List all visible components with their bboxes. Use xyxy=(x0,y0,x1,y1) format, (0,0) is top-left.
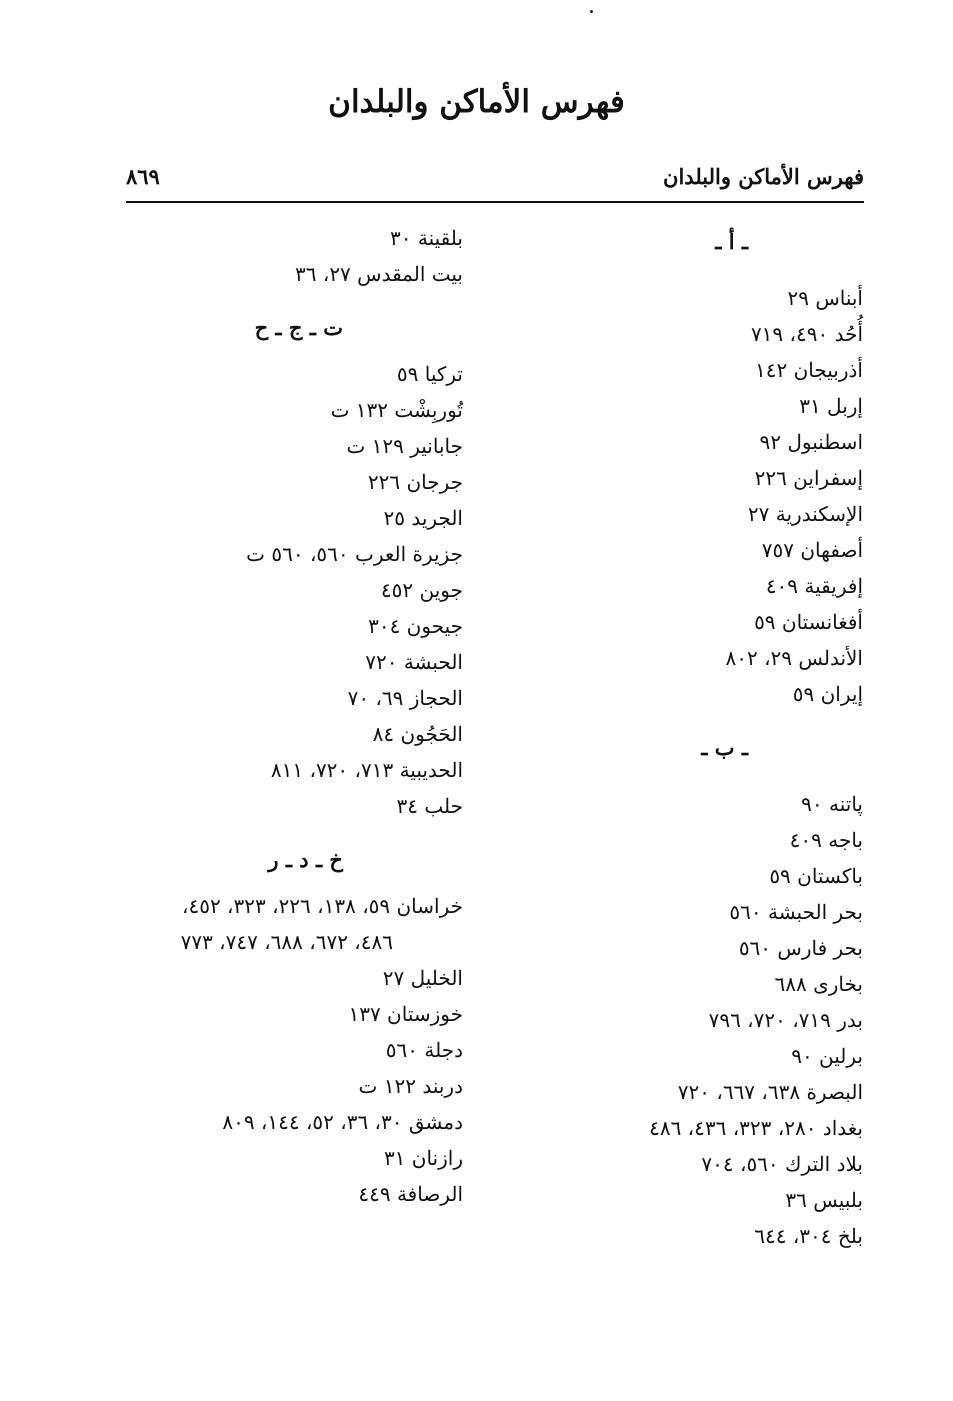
index-entry: دجلة ٥٦٠ xyxy=(385,1038,463,1062)
index-entry: الرصافة ٤٤٩ xyxy=(358,1182,463,1206)
index-entry-continuation: ٤٨٦، ٦٧٢، ٦٨٨، ٧٤٧، ٧٧٣ xyxy=(180,930,393,954)
page-number: ٨٦٩ xyxy=(126,164,160,189)
index-entry: بدر ٧١٩، ٧٢٠، ٧٩٦ xyxy=(708,1008,863,1032)
section-heading-alif: ـ أ ـ xyxy=(715,229,748,254)
index-entry: تُوربِشْت ١٣٢ ت xyxy=(330,398,463,422)
index-column-right xyxy=(563,220,863,1254)
index-entry: أُحُد ٤٩٠، ٧١٩ xyxy=(750,322,863,346)
index-entry: الحجاز ٦٩، ٧٠ xyxy=(347,686,463,710)
running-head xyxy=(126,164,864,198)
index-entry: الجريد ٢٥ xyxy=(383,506,463,530)
index-column-left xyxy=(93,220,463,1212)
index-entry: أبناس ٢٩ xyxy=(787,286,863,310)
index-entry: بلخ ٣٠٤، ٦٤٤ xyxy=(754,1224,863,1248)
index-entry: جوين ٤٥٢ xyxy=(380,578,463,602)
index-entry: أذربيجان ١٤٢ xyxy=(754,358,863,382)
index-entry: بحر الحبشة ٥٦٠ xyxy=(729,900,863,924)
running-head-title: فهرس الأماكن والبلدان xyxy=(663,164,864,189)
index-entry: الحَجُون ٨٤ xyxy=(372,722,463,746)
index-entry: أفغانستان ٥٩ xyxy=(754,610,863,634)
index-entry: إسفراين ٢٢٦ xyxy=(754,466,863,490)
index-entry: تركيا ٥٩ xyxy=(396,362,463,386)
index-entry: بيت المقدس ٢٧، ٣٦ xyxy=(295,262,463,286)
index-entry: إفريقية ٤٠٩ xyxy=(765,574,863,598)
index-entry: باجه ٤٠٩ xyxy=(789,828,863,852)
header-rule xyxy=(126,201,864,203)
index-entry: البصرة ٦٣٨، ٦٦٧، ٧٢٠ xyxy=(677,1080,863,1104)
index-entry: خوزستان ١٣٧ xyxy=(348,1002,463,1026)
index-entry: جزيرة العرب ٥٦٠، ٥٦٠ ت xyxy=(246,542,463,566)
index-entry: برلين ٩٠ xyxy=(791,1044,863,1068)
index-entry: جابانير ١٢٩ ت xyxy=(346,434,463,458)
index-entry: جيحون ٣٠٤ xyxy=(368,614,463,638)
index-entry: جرجان ٢٢٦ xyxy=(367,470,463,494)
index-entry: أصفهان ٧٥٧ xyxy=(761,538,863,562)
index-entry: اسطنبول ٩٢ xyxy=(759,430,863,454)
index-entry: دمشق ٣٠، ٣٦، ٥٢، ١٤٤، ٨٠٩ xyxy=(222,1110,463,1134)
section-heading-ba: ـ ب ـ xyxy=(701,735,748,760)
page-speck xyxy=(590,10,593,13)
index-entry: بغداد ٢٨٠، ٣٢٣، ٤٣٦، ٤٨٦ xyxy=(649,1116,863,1140)
index-entry: دربند ١٢٢ ت xyxy=(358,1074,463,1098)
index-entry: باكستان ٥٩ xyxy=(769,864,863,888)
index-entry: بلبيس ٣٦ xyxy=(785,1188,863,1212)
index-entry: الحبشة ٧٢٠ xyxy=(365,650,463,674)
index-entry: بلقينة ٣٠ xyxy=(390,226,463,250)
index-entry: الإسكندرية ٢٧ xyxy=(747,502,863,526)
page-title: فهرس الأماكن والبلدان xyxy=(328,84,625,120)
index-entry: إيران ٥٩ xyxy=(792,682,863,706)
index-entry: إربل ٣١ xyxy=(799,394,863,418)
index-entry: الأندلس ٢٩، ٨٠٢ xyxy=(725,646,863,670)
index-entry: بحر فارس ٥٦٠ xyxy=(738,936,863,960)
index-entry: بخارى ٦٨٨ xyxy=(774,972,863,996)
index-entry: الحديبية ٧١٣، ٧٢٠، ٨١١ xyxy=(270,758,463,782)
index-entry: حلب ٣٤ xyxy=(396,794,463,818)
section-heading-ta-jim-ha: ت ـ ج ـ ح xyxy=(254,315,343,340)
index-entry: الخليل ٢٧ xyxy=(382,966,463,990)
index-entry: پاتنه ٩٠ xyxy=(801,792,863,816)
index-entry: بلاد الترك ٥٦٠، ٧٠٤ xyxy=(701,1152,863,1176)
index-entry: رازنان ٣١ xyxy=(383,1146,463,1170)
section-heading-kha-dal-ra: خ ـ د ـ ر xyxy=(268,847,343,872)
index-entry: خراسان ٥٩، ١٣٨، ٢٢٦، ٣٢٣، ٤٥٢، xyxy=(182,894,463,918)
